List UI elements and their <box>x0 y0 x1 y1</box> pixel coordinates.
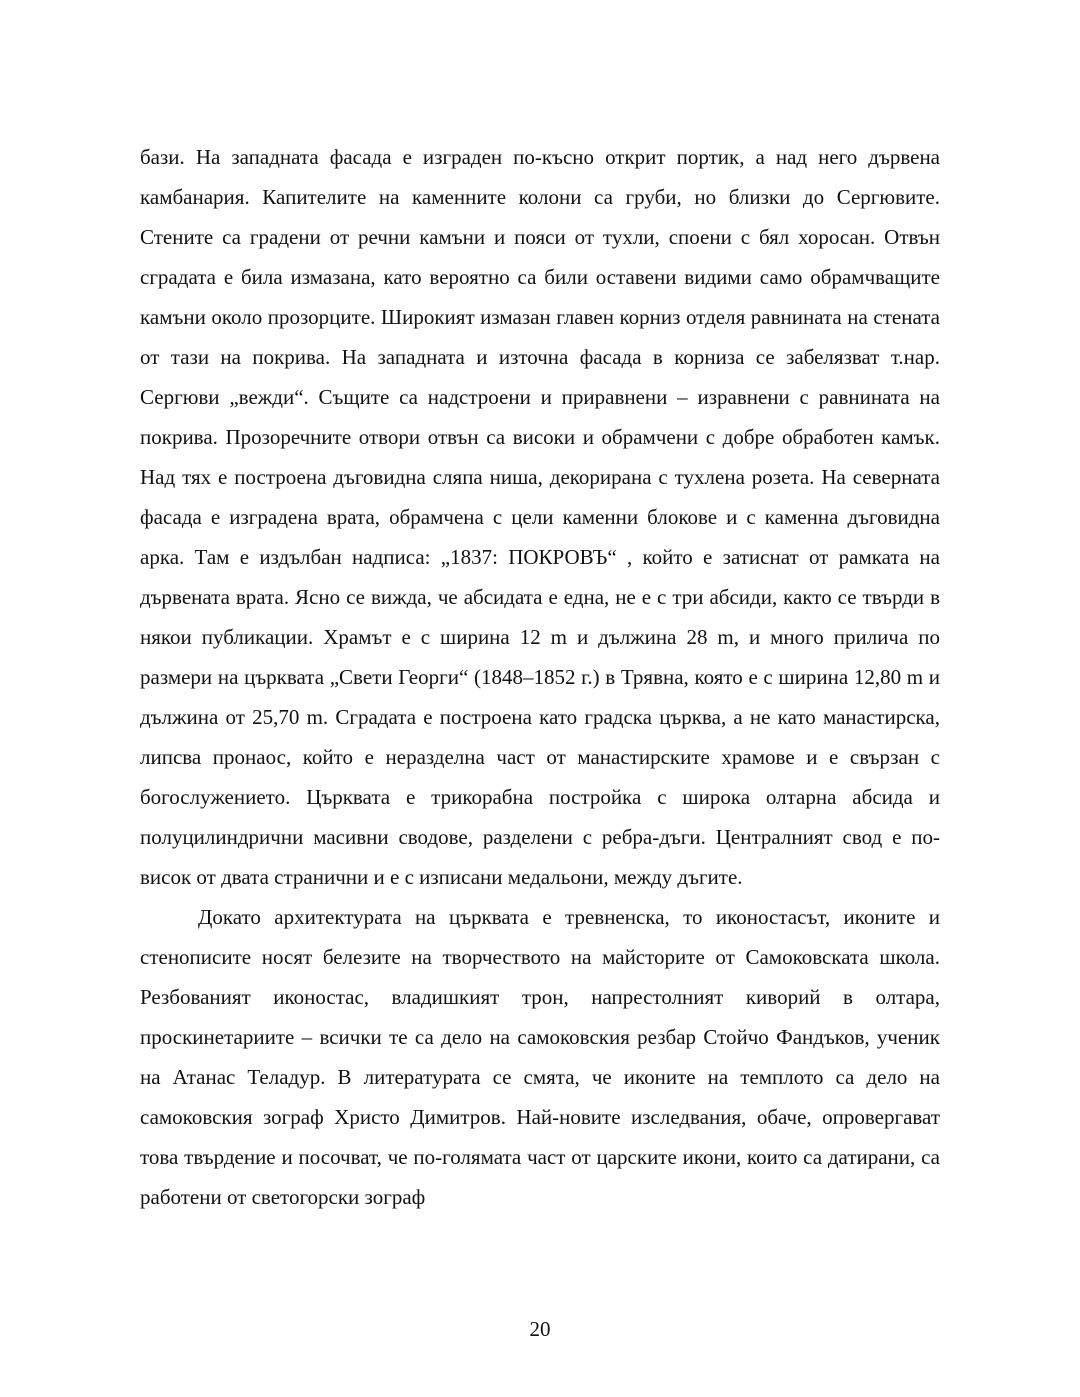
paragraph-iconostasis: Докато архитектурата на църквата е тревненска, то иконостасът, иконите и стенописите носят белезите на творчеството на майсторите от Самоковската школа. Резбованият иконостас, владишкият трон, напрестолният киворий в олтара, проскинетариите – всички те са дело на самоковския резбар Стойчо Фандъков, ученик на Атанас Теладур. В литературата се смята, че иконите на темплото са дело на самоковския зограф Христо Димитров. Най-новите изследвания, обаче, опровергават това твърдение и посочват, че по-голямата част от царските икони, които са датирани, са работени от светогорски зограф <box>140 905 940 1209</box>
body-text <box>140 137 940 1217</box>
page-number: 20 <box>529 1317 551 1341</box>
paragraph-continuation: бази. На западната фасада е изграден по-късно открит портик, а над него дървена камбанария. Капителите на каменните колони са груби, но близки до Сергювите. Стените са градени от речни камъни и пояси от тухли, споени с бял хоросан. Отвън сградата е била измазана, като вероятно са били оставени видими само обрамчващите камъни около прозорците. Широкият измазан главен корниз отделя равнината на стената от тази на покрива. На западната и източна фасада в корниза се забелязват т.нар. Сергюви „вежди“. Същите са надстроени и приравнени – изравнени с равнината на покрива. Прозоречните отвори отвън са високи и обрамчени с добре обработен камък. Над тях е построена дъговидна сляпа ниша, декорирана с тухлена розета. На северната фасада е изградена врата, обрамчена с цели каменни блокове и с каменна дъговидна арка. Там е издълбан надписа: „1837: ПОКРОВЪ“ , който е затиснат от рамката на дървената врата. Ясно се вижда, че абсидата е една, не е с три абсиди, както се твърди в някои публикации. Храмът е с ширина 12 m и дължина 28 m, и много прилича по размери на църквата „Свети Георги“ (1848–1852 г.) в Трявна, която е с ширина 12,80 m и дължина от 25,70 m. Сградата е построена като градска църква, а не като манастирска, липсва пронаос, който е неразделна част от манастирските храмове и е свързан с богослужението. Църквата е трикорабна постройка с широка олтарна абсида и полуцилиндрични масивни сводове, разделени с ребра-дъги. Централният свод е по-висок от двата странични и е с изписани медальони, между дъгите. <box>140 145 940 889</box>
